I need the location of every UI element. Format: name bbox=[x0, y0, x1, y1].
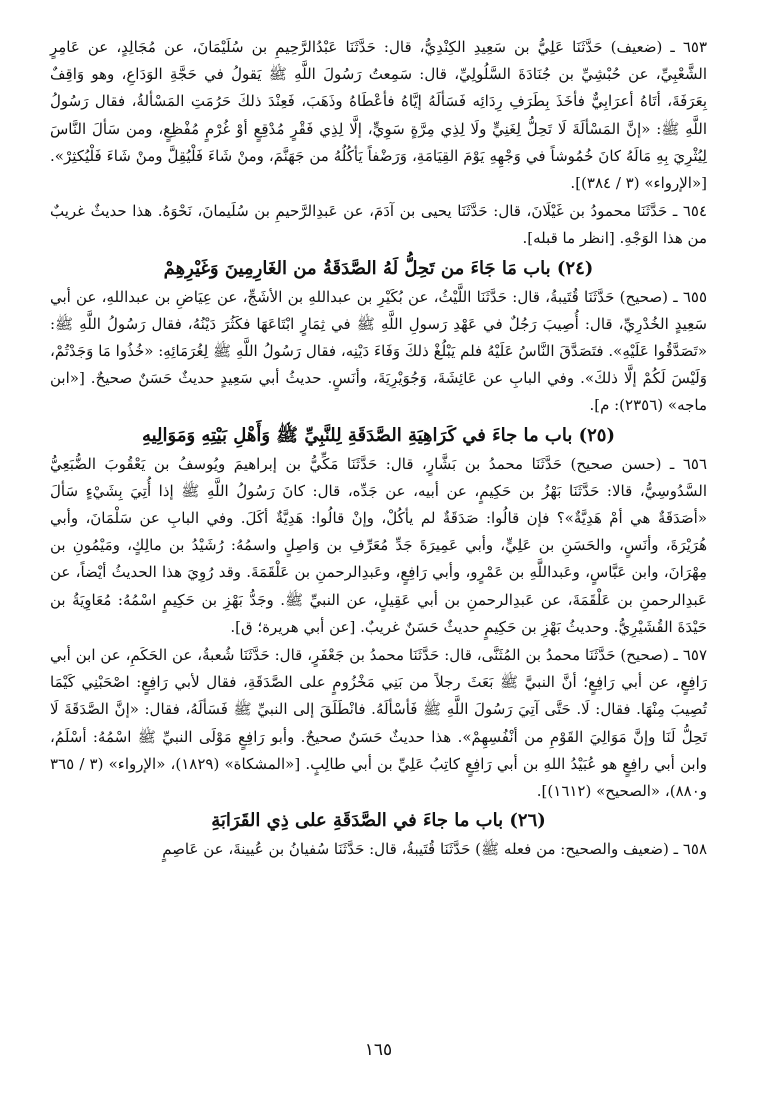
hadith-658: ٦٥٨ ـ (ضعيف والصحيح: من فعله ﷺ) حَدَّثَنَا قُتَيبةُ، قال: حَدَّثَنَا سُفيانُ بن عُيينةَ، عن عَاصِمٍ bbox=[162, 840, 707, 859]
hadith-655: ٦٥٥ ـ (صحيح) حَدَّثَنَا قُتَيبةُ، قال: حَدَّثَنَا اللَّيْثُ، عن بُكَيْرِ بن عبداللهِ بن الأشَجِّ، عن عِيَاضِ بن عبداللهِ، عن أبي سَعِيدٍ الخُدْرِيِّ، قال: أُصِيبَ رَجُلٌ في عَهْدِ رَسولِ اللَّهِ ﷺ في ثِمَارٍ ابْتَاعَهَا فكَثُرَ دَيْنُهُ، فقال رَسُولُ اللَّهِ ﷺ: «تَصَدَّقُوا عَلَيْهِ». فتَصَدَّقَ النَّاسُ عَلَيْهُ فلم يَبْلُغْ ذلكَ وَفَاءَ دَيْنِه، فقال رَسُولُ اللَّهِ ﷺ لِغُرَمَائِهِ: «خُذُوا مَا وَجَدْتُمْ، وَلَيْسَ لَكُمْ إلَّا ذلكَ». وفي البابِ عن عَائِشَةَ، وَجُوَيْرِيَةَ، وأنَسٍ. حديثُ أبي سَعِيدٍ حديثٌ حَسَنٌ صحيحٌ. [«ابن ماجه» (٢٣٥٦): م]. bbox=[50, 287, 707, 415]
chapter-heading-24: (٢٤) باب مَا جَاءَ من تَحِلُّ لَهُ الصَّدَقَةُ من الغَارِمِينَ وَغَيْرِهِمْ bbox=[163, 257, 594, 279]
chapter-heading-26: (٢٦) باب ما جاءَ في الصَّدَقَةِ على ذِي القَرَابَةِ bbox=[211, 810, 546, 832]
chapter-heading-25: (٢٥) باب ما جاءَ في كَرَاهِيَةِ الصَّدَقَةِ لِلنَّبِيِّ ﷺ وَأَهْلِ بَيْتِهِ وَمَوَالِيهِ bbox=[141, 424, 616, 446]
page-number: ١٦٥ bbox=[364, 1040, 393, 1060]
hadith-657: ٦٥٧ ـ (صحيح) حَدَّثَنَا محمدُ بن المُثَنَّى، قال: حَدَّثَنَا محمدُ بن جَعْفَرٍ، قال: حَدَّثَنَا شُعبةُ، عن الحَكَمِ، عن ابن أبي رَافِعٍ، عن أبي رَافِعٍ؛ أنَّ النبيَّ ﷺ بَعَثَ رجلاً من بَنِي مَخْزُومٍ على الصَّدَقَةِ، فقال لأبي رَافِعٍ: اصْحَبْنِي كَيْمَا تُصِيبَ مِنْهَا. فقال: لَا. حَتَّى آتِيَ رَسُولَ اللَّهِ ﷺ فَأسْألَهُ. فانْطَلَقَ إلى النبيِّ ﷺ فَسَألَهُ، فقال: «إنَّ الصَّدَقَةَ لَا تَحِلُّ لَنَا وإنَّ مَوَالِيَ القَوْمِ من أنْفُسِهِمْ». هذا حديثٌ حَسَنٌ صحيحٌ. وأبو رَافِعٍ مَوْلَى النبيِّ ﷺ اسْمُهُ: أسْلَمُ، وابن أبي رافِعٍ هو عُبَيْدُ اللهِ بن أبي رَافِعٍ كاتِبُ عَلِيِّ بن أبي طالِبٍ. [«المشكاة» (١٨٢٩)، «الإرواء» (٣ / ٣٦٥ و٨٨٠)، «الصحيح» (١٦١٢)]. bbox=[50, 646, 707, 801]
hadith-653: ٦٥٣ ـ (ضعيف) حَدَّثَنَا عَلِيُّ بن سَعِيدِ الكِنْدِيُّ، قال: حَدَّثَنَا عَبْدُالرَّحِيمِ بن سُلَيْمَانَ، عن مُجَالِدٍ، عن عَامِرٍ الشَّعْبِيِّ، عن حُبْشِيِّ بن جُنَادَةَ السَّلُولِيِّ، قال: سَمِعتُ رَسُولَ اللَّهِ ﷺ يَقولُ في حَجَّةِ الوَدَاعِ، وهو وَاقِفٌ بِعَرَفَةَ، أتَاهُ أعرَابِيٌّ فأخَذَ بِطَرَفِ رِدَائِه فَسَألَهُ إيَّاهُ فأعْطَاهُ وذَهَبَ، فَعِنْدَ ذلكَ حَرُمَتِ المَسْألةُ، فقال رَسُولُ اللَّهِ ﷺ: «إنَّ المَسْألَةَ لَا تَحِلُّ لِغَنِيٍّ ولَا لِذِي مِرَّةٍ سَوِيٍّ، إلَّا لِذِي فَقْرٍ مُدْقِعٍ أوْ غُرْمٍ مُفْظِعٍ، ومن سَألَ النَّاسَ لِيُثْرِيَ بِهِ مَالَهُ كانَ خُمُوشاً في وَجْهِهِ يَوْمَ القِيَامَةِ، وَرَضْفاً يَأكُلُهُ من جَهَنَّمَ، ومنْ شَاءَ فَلْيُقِلَّ ومنْ شَاءَ فَلْيُكثِرْ». [«الإرواء» (٣ / ٣٨٤)]. bbox=[50, 38, 707, 193]
hadith-654: ٦٥٤ ـ حَدَّثَنَا محمودُ بن غَيْلَانَ، قال: حَدَّثَنَا يحيى بن آدَمَ، عن عَبدِالرَّحيمِ بن سُلَيمانَ، نَحْوَهُ. هذا حديثٌ غريبٌ من هذا الوَجْهِ. [انظر ما قبله]. bbox=[50, 202, 707, 248]
hadith-656: ٦٥٦ ـ (حسن صحيح) حَدَّثَنَا محمدُ بن بَشَّارٍ، قال: حَدَّثَنَا مَكِّيُّ بن إبراهيمَ ويُوسفُ بن يَعْقُوبَ الضُّبَعِيُّ السَّدُوسِيُّ، قالا: حَدَّثَنَا بَهْزُ بن حَكِيمٍ، عن أبيه، عن جَدِّه، قال: كانَ رَسُولُ اللَّهِ ﷺ إذا أُتِيَ بِشَيْءٍ سَألَ «أصَدَقَةٌ هي أمْ هَدِيَّةٌ»؟ فإن قالُوا: صَدَقَةٌ لم يأكُلْ، وإنْ قالُوا: هَدِيَّةٌ أكَلَ. وفي البابِ عن سَلْمَانَ، وأبي هُرَيْرَةَ، وأنَسٍ، والحَسَنِ بن عَلِيٍّ، وأبي عَمِيرَةَ جَدِّ مُعَرِّفِ بن وَاصِلٍ واسمُهُ: رُشَيْدُ بن مالِكٍ، ومَيْمُونِ بن مِهْرَانَ، وابن عَبَّاسٍ، وعَبداللَّهِ بن عَمْرٍو، وأبي رَافِعٍ، وعَبدِالرحمنِ بن عَلْقَمَةَ. وقد رُوِيَ هذا الحديثُ أيْضاً، عن عَبدِالرحمنِ بن عَلْقَمَةَ، عن عَبدِالرحمنِ بن أبي عَقِيلٍ، عن النبيِّ ﷺ. وجَدُّ بَهْزِ بن حَكِيمٍ اسْمُهُ: مُعَاوِيَةُ بن حَيْدَةَ القُشَيْرِيُّ. وحديثُ بَهْزِ بن حَكِيمٍ حديثٌ حَسَنٌ غريبٌ. [عن أبي هريرة؛ ق]. bbox=[50, 454, 707, 636]
